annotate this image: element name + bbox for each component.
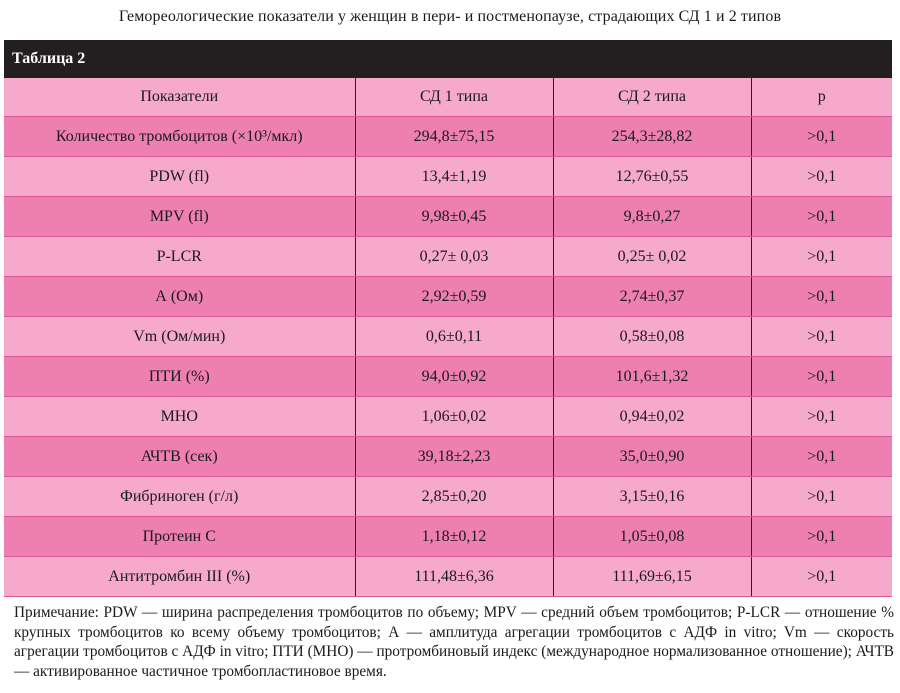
column-header: СД 2 типа [553, 78, 751, 117]
table-row [4, 517, 892, 557]
table-cell: 0,6±0,11 [355, 317, 553, 357]
table-row [4, 397, 892, 437]
table-cell: 2,85±0,20 [355, 477, 553, 517]
row-label-cell: Антитромбин III (%) [4, 557, 355, 597]
table-row [4, 117, 892, 157]
table-cell: 111,48±6,36 [355, 557, 553, 597]
row-label-cell: Фибриноген (г/л) [4, 477, 355, 517]
column-header: СД 1 типа [355, 78, 553, 117]
row-label-cell: АЧТВ (сек) [4, 437, 355, 477]
data-table [4, 40, 892, 597]
table-cell: >0,1 [751, 477, 892, 517]
table-row [4, 277, 892, 317]
table-cell: >0,1 [751, 557, 892, 597]
row-label-cell: Протеин С [4, 517, 355, 557]
table-cell: >0,1 [751, 117, 892, 157]
table-cell: 1,06±0,02 [355, 397, 553, 437]
table-cell: >0,1 [751, 357, 892, 397]
table-cell: >0,1 [751, 437, 892, 477]
table-cell: 0,27± 0,03 [355, 237, 553, 277]
table-cell: 12,76±0,55 [553, 157, 751, 197]
row-label-cell: Vm (Ом/мин) [4, 317, 355, 357]
table-cell: 9,8±0,27 [553, 197, 751, 237]
table-row [4, 317, 892, 357]
table-cell: >0,1 [751, 517, 892, 557]
row-label-cell: PDW (fl) [4, 157, 355, 197]
table-cell: >0,1 [751, 317, 892, 357]
table-cell: 1,05±0,08 [553, 517, 751, 557]
table-cell: 3,15±0,16 [553, 477, 751, 517]
table-cell: >0,1 [751, 157, 892, 197]
table-cell: 2,74±0,37 [553, 277, 751, 317]
row-label-cell: А (Ом) [4, 277, 355, 317]
table-cell: 2,92±0,59 [355, 277, 553, 317]
row-label-cell: Количество тромбоцитов (×10³/мкл) [4, 117, 355, 157]
table-caption: Таблица 2 [4, 40, 892, 78]
table-row [4, 197, 892, 237]
table-row [4, 437, 892, 477]
table-cell: 0,94±0,02 [553, 397, 751, 437]
column-header: р [751, 78, 892, 117]
table-row [4, 237, 892, 277]
table-cell: >0,1 [751, 277, 892, 317]
table-cell: >0,1 [751, 197, 892, 237]
table-footnote: Примечание: PDW — ширина распределения тромбоцитов по объему; MPV — средний объем тромбоцитов; P-LCR — отношение % крупных тромбоцитов ко всему объему тромбоцитов; А — амплитуда агрегации тромбоцитов с АДФ in vitro; Vm — скорость агрегации тромбоцитов с АДФ in vitro; ПТИ (МНО) — протромбиновый индекс (международное нормализованное отношение); АЧТВ — активированное частичное тромбопластиновое время. [14, 604, 894, 680]
table-cell: >0,1 [751, 397, 892, 437]
table-cell: 0,58±0,08 [553, 317, 751, 357]
row-label-cell: MPV (fl) [4, 197, 355, 237]
row-label-cell: МНО [4, 397, 355, 437]
table-cell: 101,6±1,32 [553, 357, 751, 397]
table-cell: 111,69±6,15 [553, 557, 751, 597]
table-row [4, 557, 892, 597]
table-cell: 94,0±0,92 [355, 357, 553, 397]
column-header: Показатели [4, 78, 355, 117]
row-label-cell: ПТИ (%) [4, 357, 355, 397]
table-row [4, 477, 892, 517]
table-cell: 254,3±28,82 [553, 117, 751, 157]
table-cell: 1,18±0,12 [355, 517, 553, 557]
table-cell: 39,18±2,23 [355, 437, 553, 477]
table-cell: 13,4±1,19 [355, 157, 553, 197]
table-cell: 35,0±0,90 [553, 437, 751, 477]
table-cell: 9,98±0,45 [355, 197, 553, 237]
table-cell: >0,1 [751, 237, 892, 277]
table-header-row [4, 78, 892, 117]
table-row [4, 157, 892, 197]
table-cell: 0,25± 0,02 [553, 237, 751, 277]
table-row [4, 357, 892, 397]
table-cell: 294,8±75,15 [355, 117, 553, 157]
row-label-cell: P-LCR [4, 237, 355, 277]
table-grid [4, 78, 892, 597]
page-title: Гемореологические показатели у женщин в пери- и постменопаузе, страдающих СД 1 и 2 типов [118, 8, 782, 25]
